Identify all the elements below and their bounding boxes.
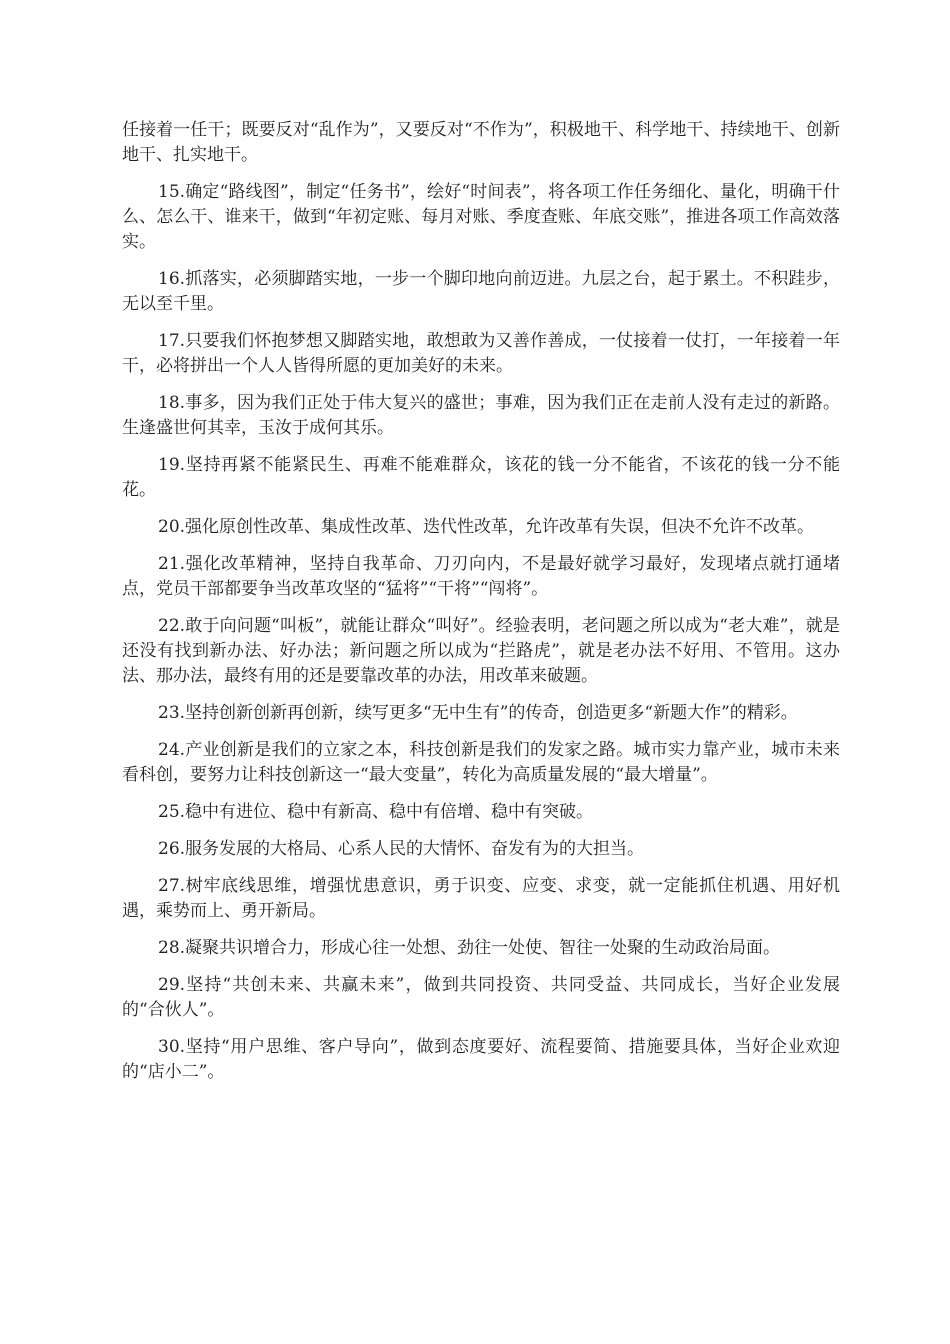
paragraph-25: 25.稳中有进位、稳中有新高、稳中有倍增、稳中有突破。 xyxy=(158,802,594,822)
paragraph-continuation: 任接着一任干；既要反对“乱作为”，又要反对“不作为”，积极地干、科学地干、持续地干、创新地干、扎实地干。 xyxy=(122,120,840,165)
paragraph-19: 19.坚持再紧不能紧民生、再难不能难群众，该花的钱一分不能省，不该花的钱一分不能花。 xyxy=(122,455,840,500)
paragraph-16: 16.抓落实，必须脚踏实地，一步一个脚印地向前迈进。九层之台，起于累土。不积跬步，无以至千里。 xyxy=(122,269,840,314)
paragraph-18: 18.事多，因为我们正处于伟大复兴的盛世；事难，因为我们正在走前人没有走过的新路。生逢盛世何其幸，玉汝于成何其乐。 xyxy=(122,393,840,438)
paragraph-22: 22.敢于向问题“叫板”，就能让群众“叫好”。经验表明，老问题之所以成为“老大难”，就是还没有找到新办法、好办法；新问题之所以成为“拦路虎”，就是老办法不好用、不管用。这办法、那办法，最终有用的还是要靠改革的办法，用改革来破题。 xyxy=(122,616,840,686)
paragraph-17: 17.只要我们怀抱梦想又脚踏实地，敢想敢为又善作善成，一仗接着一仗打，一年接着一年干，必将拼出一个人人皆得所愿的更加美好的未来。 xyxy=(122,331,840,376)
paragraph-29: 29.坚持“共创未来、共赢未来”，做到共同投资、共同受益、共同成长，当好企业发展的“合伙人”。 xyxy=(122,975,840,1020)
paragraph-26: 26.服务发展的大格局、心系人民的大情怀、奋发有为的大担当。 xyxy=(158,839,645,859)
paragraph-20: 20.强化原创性改革、集成性改革、迭代性改革，允许改革有失误，但决不允许不改革。 xyxy=(158,517,815,537)
paragraph-21: 21.强化改革精神，坚持自我革命、刀刃向内，不是最好就学习最好，发现堵点就打通堵点，党员干部都要争当改革攻坚的“猛将”“干将”“闯将”。 xyxy=(122,554,840,599)
paragraph-23: 23.坚持创新创新再创新，续写更多“无中生有”的传奇，创造更多“新题大作”的精彩。 xyxy=(158,703,798,723)
paragraph-15: 15.确定“路线图”，制定“任务书”，绘好“时间表”，将各项工作任务细化、量化，明确干什么、怎么干、谁来干，做到“年初定账、每月对账、季度查账、年底交账”，推进各项工作高效落实。 xyxy=(122,182,840,252)
document-page xyxy=(122,118,840,1097)
paragraph-27: 27.树牢底线思维，增强忧患意识，勇于识变、应变、求变，就一定能抓住机遇、用好机遇，乘势而上、勇开新局。 xyxy=(122,876,840,921)
paragraph-28: 28.凝聚共识增合力，形成心往一处想、劲往一处使、智往一处聚的生动政治局面。 xyxy=(158,938,781,958)
paragraph-24: 24.产业创新是我们的立家之本，科技创新是我们的发家之路。城市实力靠产业，城市未来看科创，要努力让科技创新这一“最大变量”，转化为高质量发展的“最大增量”。 xyxy=(122,740,840,785)
paragraph-30: 30.坚持“用户思维、客户导向”，做到态度要好、流程要简、措施要具体，当好企业欢迎的“店小二”。 xyxy=(122,1037,840,1082)
